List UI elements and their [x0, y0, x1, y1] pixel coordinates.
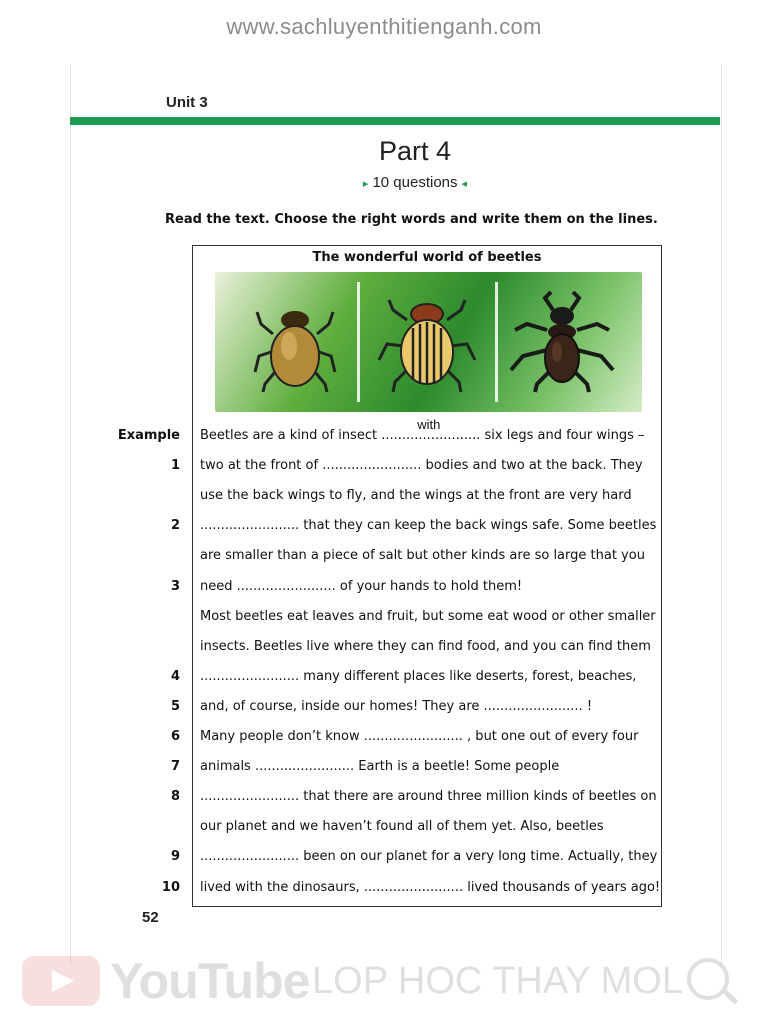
part-heading: [0, 136, 768, 167]
text-line: animals ........................ Earth is a beetle! Some people: [200, 759, 560, 774]
text-line: two at the front of ........................ bodies and two at the back. They: [200, 458, 643, 473]
question-number: 6: [170, 729, 180, 744]
unit-label: Unit 3: [166, 94, 208, 111]
page-number: 52: [142, 909, 159, 926]
question-number: 3: [170, 579, 180, 594]
channel-name: LOP HOC THAY MOL: [312, 960, 683, 1002]
youtube-play-icon: [22, 956, 100, 1006]
striped-beetle-icon: [377, 290, 477, 394]
beetles-illustration: [215, 272, 642, 412]
text-line: and, of course, inside our homes! They are ........................ !: [200, 699, 593, 714]
stag-beetle-icon: [507, 290, 617, 394]
example-label: Example: [117, 428, 180, 443]
example-line: Beetles are a kind of insect ........................ with six legs and four wings –: [200, 417, 645, 443]
question-number: 7: [170, 759, 180, 774]
question-number: 10: [161, 880, 180, 895]
search-icon: [687, 958, 729, 1000]
questions-label: 10 questions: [372, 174, 458, 191]
left-triangle-icon: ◂: [461, 178, 468, 190]
text-line: need ........................ of your hands to hold them!: [200, 579, 523, 594]
text-line: ........................ been on our planet for a very long time. Actually, they: [200, 849, 658, 864]
text-line: Most beetles eat leaves and fruit, but some eat wood or other smaller: [200, 609, 656, 624]
text-line: ........................ that there are around three million kinds of beetles on: [200, 789, 657, 804]
text-line: are smaller than a piece of salt but other kinds are so large that you: [200, 548, 645, 563]
question-number: 9: [170, 849, 180, 864]
text-line: Many people don’t know ........................ , but one out of every four: [200, 729, 639, 744]
question-number: 2: [170, 518, 180, 533]
part-title: Part 4: [378, 136, 452, 166]
right-triangle-icon: ▸: [362, 178, 369, 190]
illustration-divider: [357, 282, 360, 402]
text-line: ........................ that they can keep the back wings safe. Some beetles: [200, 518, 657, 533]
text-line: our planet and we haven’t found all of them yet. Also, beetles: [200, 819, 604, 834]
question-number: 4: [170, 669, 180, 684]
instruction-text: Read the text. Choose the right words and write them on the lines.: [165, 212, 658, 227]
question-number: 1: [170, 458, 180, 473]
golden-beetle-icon: [253, 294, 337, 394]
youtube-watermark: [22, 950, 762, 1014]
text-line: lived with the dinosaurs, ........................ lived thousands of years ago!: [200, 880, 661, 895]
text-line: use the back wings to fly, and the wings at the front are very hard: [200, 488, 632, 503]
illustration-divider: [495, 282, 498, 402]
header-bar: [70, 117, 720, 125]
youtube-wordmark: YouTube: [110, 953, 310, 1009]
text-line: ........................ many different places like deserts, forest, beaches,: [200, 669, 637, 684]
question-number: 8: [170, 789, 180, 804]
example-answer: with: [417, 417, 441, 432]
question-number: 5: [170, 699, 180, 714]
questions-count: [0, 172, 768, 191]
watermark-url: www.sachluyenthitienganh.com: [226, 14, 542, 39]
text-title: The wonderful world of beetles: [312, 250, 542, 265]
text-line: insects. Beetles live where they can find food, and you can find them: [200, 639, 651, 654]
